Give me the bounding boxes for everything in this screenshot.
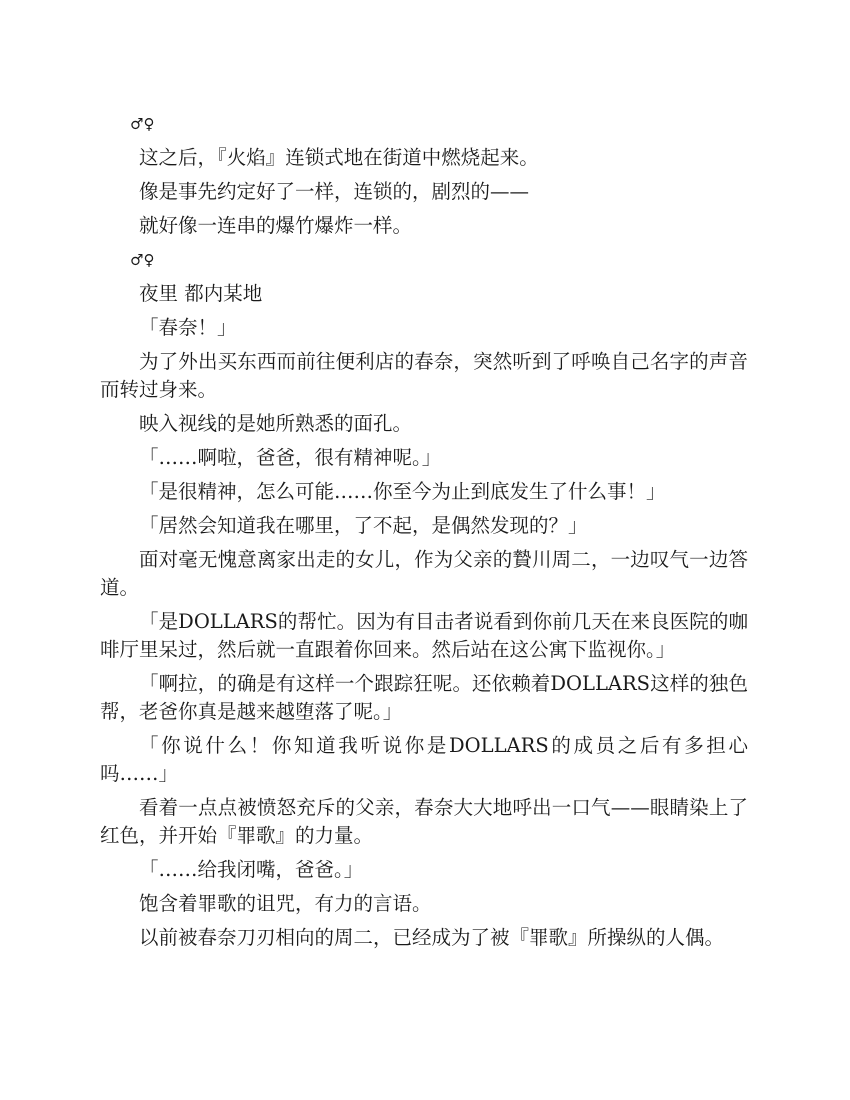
paragraph: 「……啊啦，爸爸，很有精神呢。」 [139, 446, 442, 469]
paragraph: 为了外出买东西而前往便利店的春奈，突然听到了呼唤自己名字的声音而转过身来。 [100, 350, 748, 401]
paragraph: 「你说什么！你知道我听说你是DOLLARS的成员之后有多担心吗……」 [100, 734, 748, 785]
section-separator: ♂♀ [130, 251, 155, 269]
paragraph: 像是事先约定好了一样，连锁的，剧烈的—— [139, 180, 530, 203]
paragraph: 「春奈！」 [139, 316, 237, 339]
paragraph: 面对毫无愧意离家出走的女儿，作为父亲的贄川周二，一边叹气一边答道。 [100, 548, 748, 599]
document-body [100, 110, 748, 958]
paragraph: 看着一点点被愤怒充斥的父亲，春奈大大地呼出一口气——眼睛染上了红色，并开始『罪歌』的力量。 [100, 796, 748, 847]
paragraph: 饱含着罪歌的诅咒，有力的言语。 [139, 892, 432, 915]
section-separator: ♂♀ [130, 115, 155, 133]
paragraph: 夜里 都内某地 [139, 282, 263, 305]
paragraph: 以前被春奈刀刃相向的周二，已经成为了被『罪歌』所操纵的人偶。 [139, 926, 725, 949]
paragraph: 映入视线的是她所熟悉的面孔。 [139, 412, 413, 435]
paragraph: 这之后，『火焰』连锁式地在街道中燃烧起来。 [139, 146, 539, 169]
paragraph: 「……给我闭嘴，爸爸。」 [139, 858, 364, 881]
paragraph: 「居然会知道我在哪里，了不起，是偶然发现的？」 [139, 514, 588, 537]
paragraph: 「啊拉，的确是有这样一个跟踪狂呢。还依赖着DOLLARS这样的独色帮，老爸你真是越来越堕落了呢。」 [100, 672, 748, 723]
paragraph: 「是DOLLARS的帮忙。因为有目击者说看到你前几天在来良医院的咖啡厅里呆过，然后就一直跟着你回来。然后站在这公寓下监视你。」 [100, 610, 748, 661]
paragraph: 就好像一连串的爆竹爆炸一样。 [139, 214, 413, 237]
paragraph: 「是很精神，怎么可能……你至今为止到底发生了什么事！」 [139, 480, 666, 503]
